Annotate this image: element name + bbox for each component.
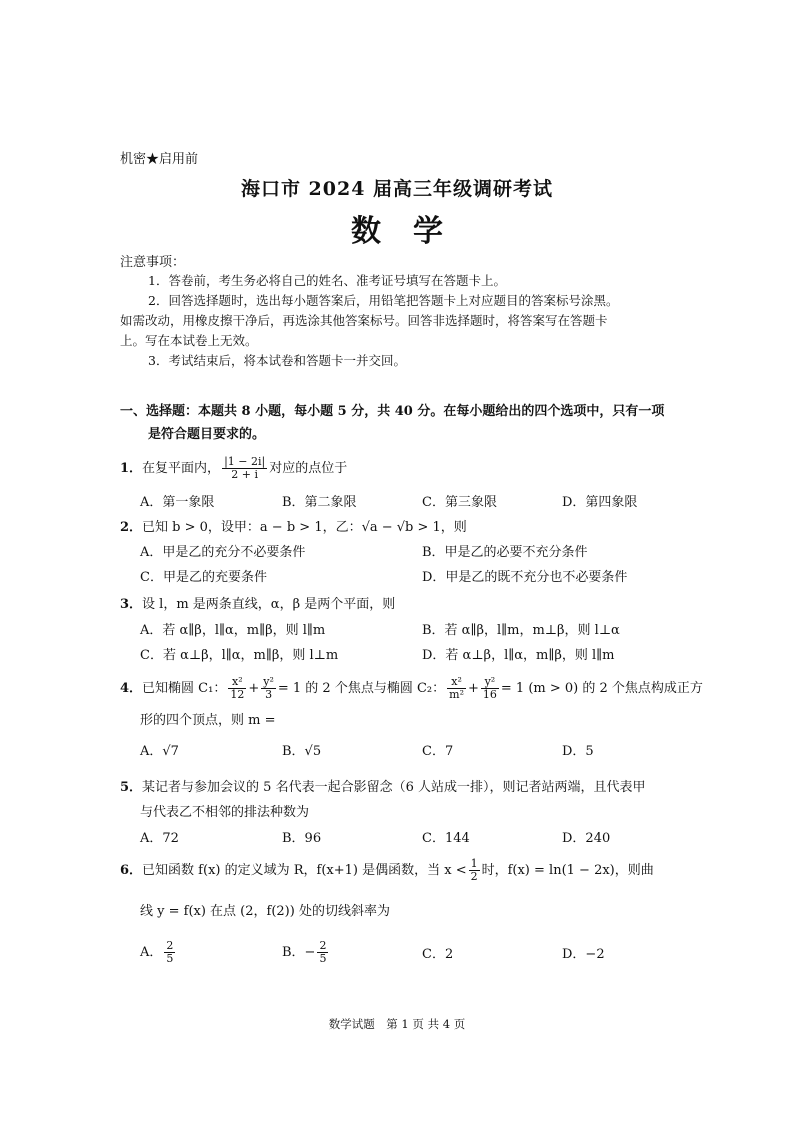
question-6-cont: 线 y = f(x) 在点 (2，f(2)) 处的切线斜率为 xyxy=(140,904,390,919)
fraction xyxy=(164,940,175,965)
question-text: 已知椭圆 C₁： xyxy=(142,681,227,696)
option-a: A．甲是乙的充分不必要条件 xyxy=(140,545,306,560)
section-heading: 一、选择题：本题共 8 小题，每小题 5 分，共 40 分。在每小题给出的四个选项中，只有一项 xyxy=(120,404,665,419)
question-text: = 1 (m > 0) 的 2 个焦点构成正方 xyxy=(500,681,703,696)
option-d: D．甲是乙的既不充分也不必要条件 xyxy=(422,570,628,585)
option-c: C．甲是乙的充要条件 xyxy=(140,570,267,585)
question-text: = 1 的 2 个焦点与椭圆 C₂： xyxy=(277,681,446,696)
option-b: B．96 xyxy=(282,831,322,846)
plus-sign: + xyxy=(467,681,479,696)
option-c: C．2 xyxy=(422,947,454,962)
question-number: 5． xyxy=(120,780,143,795)
option-d: D．5 xyxy=(562,744,594,759)
option-d: D．−2 xyxy=(562,947,605,962)
subject-title: 数学 xyxy=(351,214,475,249)
question-text: 时，f(x) = ln(1 − 2x)，则曲 xyxy=(481,863,654,878)
exam-title: 海口市 2024 届高三年级调研考试 xyxy=(240,178,554,200)
question-5-cont: 与代表乙不相邻的排法种数为 xyxy=(140,805,310,820)
question-3 xyxy=(120,594,395,616)
question-text: 在复平面内， xyxy=(142,461,221,476)
fraction-denominator: 12 xyxy=(230,688,245,701)
question-text: 某记者与参加会议的 5 名代表一起合影留念（6 人站成一排），则记者站两端，且代表甲 xyxy=(142,780,646,795)
option-label: A． xyxy=(140,945,163,960)
fraction-denominator: 3 xyxy=(265,688,273,701)
option-a xyxy=(140,940,177,965)
note-item: 1．答卷前，考生务必将自己的姓名、准考证号填写在答题卡上。 xyxy=(148,273,506,288)
option-b: B．甲是乙的必要不充分条件 xyxy=(422,545,588,560)
fraction-denominator: 2 xyxy=(470,870,478,883)
question-text: 设 l，m 是两条直线，α，β 是两个平面，则 xyxy=(142,597,396,612)
option-label: B．− xyxy=(282,945,316,960)
fraction-numerator: x² xyxy=(228,676,246,689)
option-b xyxy=(282,940,330,965)
option-c: C．144 xyxy=(422,831,470,846)
option-b: B．√5 xyxy=(282,744,322,759)
question-text: 已知函数 f(x) 的定义域为 R，f(x+1) 是偶函数，当 x < xyxy=(142,863,467,878)
fraction-numerator: 1 xyxy=(470,857,478,870)
note-item: 上。写在本试卷上无效。 xyxy=(120,333,258,348)
fraction-numerator: 2 xyxy=(166,939,174,952)
question-6 xyxy=(120,858,654,883)
option-a: A．72 xyxy=(140,831,179,846)
question-number: 4． xyxy=(120,681,143,696)
fraction-denominator: 5 xyxy=(166,952,174,965)
fraction xyxy=(481,676,499,701)
note-item: 3．考试结束后，将本试卷和答题卡一并交回。 xyxy=(148,353,406,368)
note-item: 如需改动，用橡皮擦干净后，再选涂其他答案标号。回答非选择题时，将答案写在答题卡 xyxy=(120,313,608,328)
option-d: D．若 α⊥β，l∥α，m∥β，则 l∥m xyxy=(422,648,615,663)
question-number: 1． xyxy=(120,461,143,476)
option-a: A．√7 xyxy=(140,744,179,759)
option-a: A．若 α∥β，l∥α，m∥β，则 l∥m xyxy=(140,623,326,638)
question-text: 对应的点位于 xyxy=(269,461,348,476)
plus-sign: + xyxy=(248,681,260,696)
question-4 xyxy=(120,676,703,701)
fraction-numerator: 2 xyxy=(319,939,327,952)
fraction-denominator: 5 xyxy=(319,952,327,965)
option-b: B．若 α∥β，l∥m，m⊥β，则 l⊥α xyxy=(422,623,620,638)
fraction xyxy=(447,676,466,701)
fraction xyxy=(222,456,267,481)
option-b: B．第二象限 xyxy=(282,495,357,510)
confidential-label: 机密★启用前 xyxy=(120,152,199,167)
option-d: D．240 xyxy=(562,831,611,846)
question-number: 6． xyxy=(120,863,143,878)
fraction xyxy=(469,858,480,883)
option-c: C．7 xyxy=(422,744,454,759)
fraction-denominator: 2 + i xyxy=(231,468,258,481)
note-item: 2．回答选择题时，选出每小题答案后，用铅笔把答题卡上对应题目的答案标号涂黑。 xyxy=(148,293,619,308)
section-heading-cont: 是符合题目要求的。 xyxy=(148,427,266,442)
question-5 xyxy=(120,777,646,799)
fraction-numerator: y² xyxy=(263,675,274,688)
question-1 xyxy=(120,456,347,481)
fraction-denominator: m² xyxy=(449,688,464,701)
option-c: C．第三象限 xyxy=(422,495,497,510)
notes-heading: 注意事项： xyxy=(120,255,186,270)
option-d: D．第四象限 xyxy=(562,495,638,510)
fraction-numerator: x² xyxy=(447,676,466,689)
option-c: C．若 α⊥β，l∥α，m∥β，则 l⊥m xyxy=(140,648,339,663)
page-footer: 数学试题 第 1 页 共 4 页 xyxy=(328,1017,466,1031)
fraction-numerator: y² xyxy=(481,676,499,689)
fraction xyxy=(317,940,328,965)
fraction xyxy=(261,676,276,701)
question-text: 已知 b > 0，设甲：a − b > 1，乙：√a − √b > 1，则 xyxy=(142,520,467,535)
fraction-numerator: |1 − 2i| xyxy=(224,455,266,468)
question-2 xyxy=(120,517,467,539)
question-4-cont: 形的四个顶点，则 m = xyxy=(140,713,276,728)
question-number: 3． xyxy=(120,597,143,612)
option-a: A．第一象限 xyxy=(140,495,215,510)
fraction-denominator: 16 xyxy=(482,688,497,701)
question-number: 2． xyxy=(120,520,143,535)
fraction xyxy=(228,676,246,701)
